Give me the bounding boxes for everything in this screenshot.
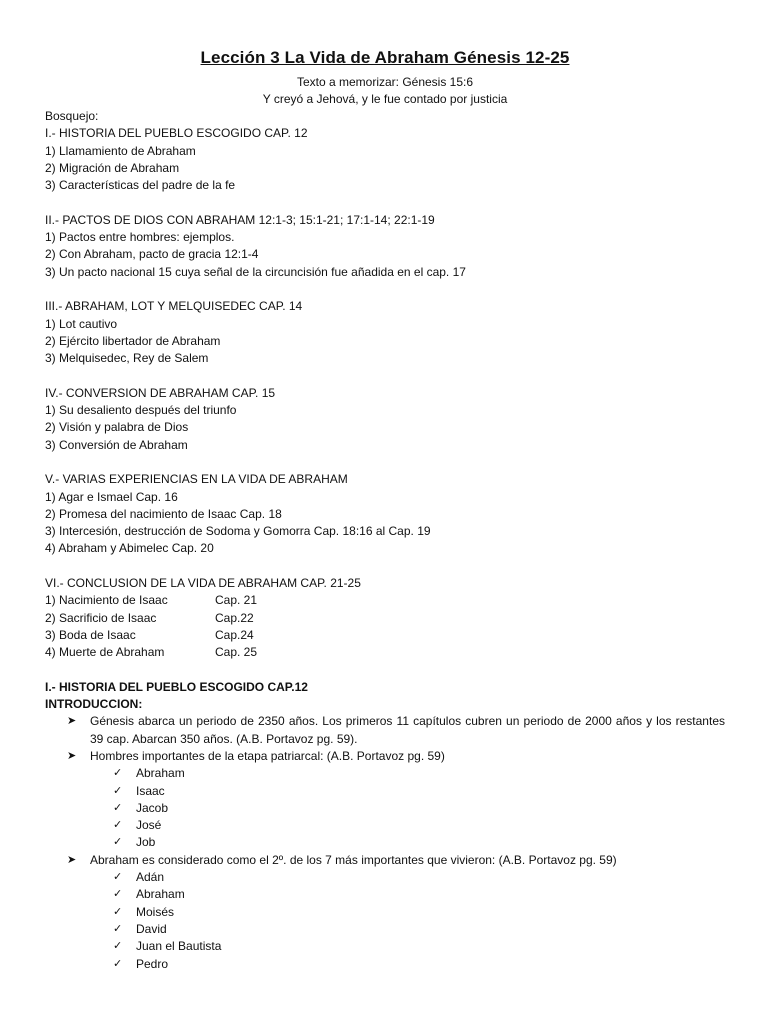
intro-heading: INTRODUCCION: — [45, 697, 143, 712]
check-item — [45, 921, 725, 938]
check-item-label: Pedro — [136, 956, 169, 971]
list-item: 3) Un pacto nacional 15 cuya señal de la circuncisión fue añadida en el cap. 17 — [45, 264, 466, 279]
item-text: 2) Sacrificio de Isaac — [45, 610, 157, 625]
check-item-label: David — [136, 921, 167, 936]
body-heading: I.- HISTORIA DEL PUEBLO ESCOGIDO CAP.12 — [45, 679, 308, 694]
list-item — [45, 627, 725, 644]
bullet-text: Génesis abarca un periodo de 2350 años. Los primeros 11 capítulos cubren un periodo de 2000 años y los restantes 39 cap. Abarcan 350 años. (A.B. Portavoz pg. 59). — [90, 714, 725, 746]
list-item: 2) Con Abraham, pacto de gracia 12:1-4 — [45, 247, 259, 262]
list-item: 2) Ejército libertador de Abraham — [45, 333, 221, 348]
list-item: 3) Conversión de Abraham — [45, 437, 188, 452]
spacer — [45, 281, 725, 298]
checkmark-icon: ✓ — [113, 836, 123, 849]
arrow-bullet-icon: ➤ — [67, 715, 77, 728]
document-page — [45, 48, 725, 973]
checkmark-icon: ✓ — [113, 922, 123, 935]
check-item — [45, 938, 725, 955]
list-item: 3) Melquisedec, Rey de Salem — [45, 351, 209, 366]
list-item — [45, 592, 725, 609]
section-heading: IV.- CONVERSION DE ABRAHAM CAP. 15 — [45, 385, 276, 400]
list-item: 2) Visión y palabra de Dios — [45, 420, 189, 435]
bullet-text: Abraham es considerado como el 2º. de los 7 más importantes que vivieron: (A.B. Portavoz pg. 59) — [90, 852, 617, 867]
checkmark-icon: ✓ — [113, 801, 123, 814]
check-item-label: Isaac — [136, 783, 165, 798]
check-item-label: José — [136, 818, 162, 833]
bullet-item — [45, 713, 725, 748]
checkmark-icon: ✓ — [113, 888, 123, 901]
spacer — [45, 367, 725, 384]
check-item-label: Moisés — [136, 904, 175, 919]
outline-label: Bosquejo: — [45, 109, 99, 123]
checkmark-icon: ✓ — [113, 940, 123, 953]
section-heading: I.- HISTORIA DEL PUEBLO ESCOGIDO CAP. 12 — [45, 126, 308, 141]
checkmark-icon: ✓ — [113, 784, 123, 797]
check-item — [45, 956, 725, 973]
section-heading: III.- ABRAHAM, LOT Y MELQUISEDEC CAP. 14 — [45, 299, 303, 314]
check-item — [45, 817, 725, 834]
list-item: 1) Agar e Ismael Cap. 16 — [45, 489, 178, 504]
check-item — [45, 904, 725, 921]
list-item: 2) Migración de Abraham — [45, 160, 180, 175]
list-item: 3) Intercesión, destrucción de Sodoma y Gomorra Cap. 18:16 al Cap. 19 — [45, 524, 431, 539]
checkmark-icon: ✓ — [113, 767, 123, 780]
section-heading: V.- VARIAS EXPERIENCIAS EN LA VIDA DE ABRAHAM — [45, 472, 348, 487]
item-text: 4) Muerte de Abraham — [45, 645, 165, 660]
check-item — [45, 886, 725, 903]
list-item: 1) Su desaliento después del triunfo — [45, 403, 237, 418]
bullet-item — [45, 852, 725, 869]
arrow-bullet-icon: ➤ — [67, 749, 77, 762]
check-item — [45, 869, 725, 886]
memorize-label: Texto a memorizar: Génesis 15:6 — [296, 75, 474, 89]
checkmark-icon: ✓ — [113, 819, 123, 832]
page-title: Lección 3 La Vida de Abraham Génesis 12-25 — [200, 48, 570, 67]
check-item-label: Abraham — [136, 766, 185, 781]
spacer — [45, 662, 725, 679]
memorize-verse: Y creyó a Jehová, y le fue contado por justicia — [262, 92, 508, 106]
checkmark-icon: ✓ — [113, 905, 123, 918]
list-item: 1) Lot cautivo — [45, 316, 118, 331]
check-item-label: Adán — [136, 870, 165, 885]
item-chapter: Cap.22 — [215, 610, 254, 625]
list-item: 1) Pactos entre hombres: ejemplos. — [45, 230, 235, 245]
check-item — [45, 765, 725, 782]
check-item-label: Job — [136, 835, 156, 850]
item-text: 3) Boda de Isaac — [45, 627, 136, 642]
section-heading: VI.- CONCLUSION DE LA VIDA DE ABRAHAM CAP. 21-25 — [45, 576, 361, 591]
spacer — [45, 454, 725, 471]
list-item: 4) Abraham y Abimelec Cap. 20 — [45, 541, 214, 556]
checkmark-icon: ✓ — [113, 957, 123, 970]
bullet-item — [45, 748, 725, 765]
checkmark-icon: ✓ — [113, 871, 123, 884]
list-item — [45, 644, 725, 661]
item-chapter: Cap.24 — [215, 627, 254, 642]
item-chapter: Cap. 21 — [215, 593, 258, 608]
check-item — [45, 834, 725, 851]
arrow-bullet-icon: ➤ — [67, 853, 77, 866]
list-item: 1) Llamamiento de Abraham — [45, 143, 196, 158]
list-item: 3) Características del padre de la fe — [45, 178, 236, 193]
list-item: 2) Promesa del nacimiento de Isaac Cap. 18 — [45, 506, 282, 521]
bullet-text: Hombres importantes de la etapa patriarcal: (A.B. Portavoz pg. 59) — [90, 748, 445, 763]
check-item-label: Juan el Bautista — [136, 939, 222, 954]
list-item — [45, 610, 725, 627]
item-chapter: Cap. 25 — [215, 645, 258, 660]
check-item — [45, 783, 725, 800]
check-item-label: Jacob — [136, 800, 169, 815]
section-heading: II.- PACTOS DE DIOS CON ABRAHAM 12:1-3; 15:1-21; 17:1-14; 22:1-19 — [45, 212, 435, 227]
spacer — [45, 194, 725, 211]
check-item — [45, 800, 725, 817]
spacer — [45, 558, 725, 575]
item-text: 1) Nacimiento de Isaac — [45, 593, 168, 608]
check-item-label: Abraham — [136, 887, 185, 902]
